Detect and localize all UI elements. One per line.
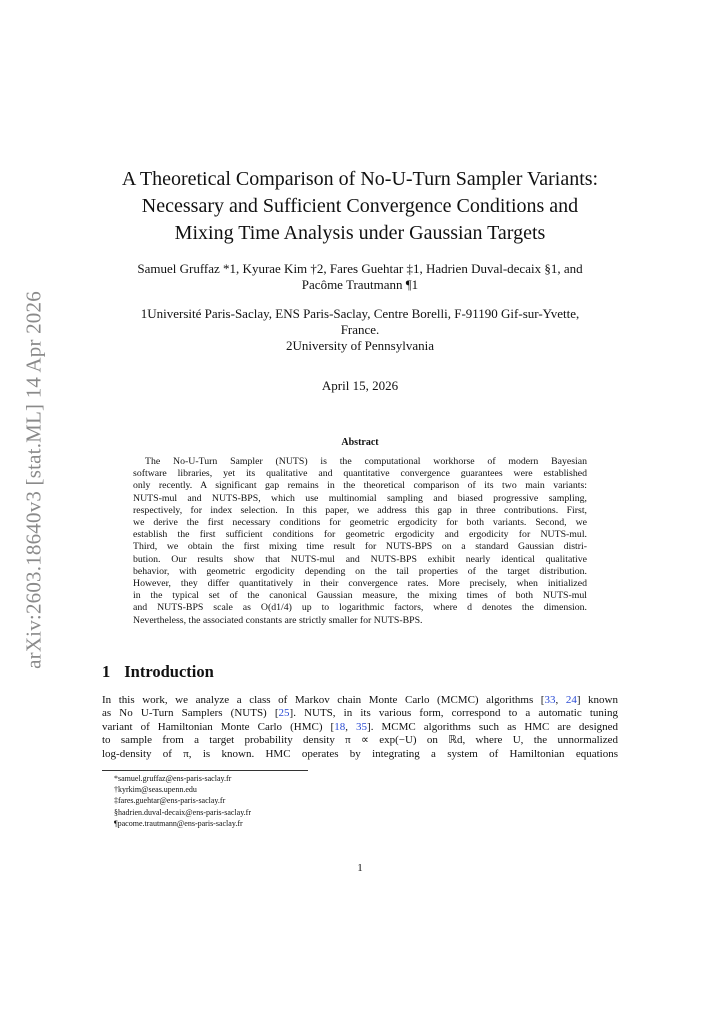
abstract-line: bution. Our results show that NUTS-mul and NUTS-BPS exhibit nearly identical qualitative [133,553,587,565]
affiliation-line: 2University of Pennsylvania [285,338,435,353]
footnote-email: †kyrkim@seas.upenn.edu [114,785,197,795]
abstract-line: in the typical set of the canonical Gaussian measure, the mixing times of both NUTS-mul [133,590,587,602]
section-heading-introduction [102,662,214,682]
abstract-line: and NUTS-BPS scale as O(d1/4) up to logarithmic factors, where d denotes the dimension. [133,602,587,614]
footnote-email: ‡fares.guehtar@ens-paris-saclay.fr [114,796,226,806]
citation-link[interactable]: 25 [278,707,290,720]
abstract-line: Third, we obtain the first mixing time result for NUTS-BPS on a standard Gaussian distri- [133,541,587,553]
body-text-span: In this work, we analyze a class of Markov chain Monte Carlo (MCMC) algorithms [ [102,694,545,706]
abstract-line: only recently. A significant gap remains in the theoretical comparison of its two main variants: [133,480,587,492]
authors-line: Samuel Gruffaz *1, Kyurae Kim †2, Fares Guehtar ‡1, Hadrien Duval-decaix §1, and [137,261,583,276]
body-text-span: , [345,720,357,733]
title-line: A Theoretical Comparison of No-U-Turn Sampler Variants: [121,168,599,190]
arxiv-identifier-stamp[interactable]: arXiv:2603.18640v3 [stat.ML] 14 Apr 2026 [21,291,46,669]
body-text-span: as No U-Turn Samplers (NUTS) [ [102,707,279,720]
footnotes [114,773,251,829]
abstract-line: Nevertheless, the associated constants are strictly smaller for NUTS-BPS. [133,614,423,626]
author-list [90,261,630,293]
citation-link[interactable]: 33 [544,694,556,706]
body-line [102,707,618,720]
section-number: 1 [102,662,111,681]
abstract-line: behavior, with geometric ergodicity depending on the tail properties of the target distribution. [133,565,587,577]
affiliation-line: 1Université Paris-Saclay, ENS Paris-Saclay, Centre Borelli, F-91190 Gif-sur-Yvette, [140,306,580,321]
body-text-span: ]. NUTS, in its various form, correspond to a automatic tuning [289,707,618,720]
paper-date: April 15, 2026 [321,378,399,393]
abstract-line: However, they differ quantitatively in their convergence rates. More precisely, when initialized [133,578,587,590]
title-line: Necessary and Sufficient Convergence Conditions and [141,195,579,217]
citation-link[interactable]: 35 [356,720,368,733]
affiliations [90,306,630,354]
body-line: log-density of π, is known. HMC operates by integrating a system of Hamiltonian equations [102,747,618,760]
body-line [102,721,618,734]
abstract-line: establish the first sufficient conditions for geometric ergodicity and ergodicity for NUTS-mul. [133,529,587,541]
body-line [102,694,618,707]
section-title: Introduction [124,662,214,681]
abstract-line: we derive the first necessary conditions for geometric ergodicity for both variants. Second, we [133,517,587,529]
body-text-span: ]. MCMC algorithms such as HMC are designed [367,720,618,733]
citation-link[interactable]: 18 [334,720,346,733]
authors-line: Pacôme Trautmann ¶1 [301,277,419,292]
body-text-span: ] known [576,694,618,706]
affiliation-line: France. [340,322,380,337]
abstract-line: software libraries, yet its qualitative and quantitative convergence guarantees were established [133,468,587,480]
citation-link[interactable]: 24 [565,694,577,706]
body-text-span: variant of Hamiltonian Monte Carlo (HMC) [ [102,720,335,733]
paper-title [100,166,620,247]
abstract-heading: Abstract [341,437,379,448]
footnote-email: ¶pacome.trautmann@ens-paris-saclay.fr [114,818,243,828]
footnote-email: §hadrien.duval-decaix@ens-paris-saclay.fr [114,807,252,817]
abstract-line: NUTS-mul and NUTS-BPS, which use multinomial sampling and biased progressive sampling, [133,492,587,504]
footnote-email: *samuel.gruffaz@ens-paris-saclay.fr [114,774,232,783]
abstract-line: respectively, for index selection. In this paper, we address this gap in three contributions. First, [133,504,587,516]
body-text-span: , [555,694,566,706]
footnote-rule [102,770,308,771]
title-line: Mixing Time Analysis under Gaussian Targets [174,222,546,244]
introduction-paragraph [102,694,618,761]
abstract-line: The No-U-Turn Sampler (NUTS) is the computational workhorse of modern Bayesian [145,456,587,467]
page-number: 1 [357,862,363,874]
abstract-body [133,456,587,627]
body-line: to sample from a target probability density π ∝ exp(−U) on ℝd, where U, the unnormalized [102,734,618,747]
